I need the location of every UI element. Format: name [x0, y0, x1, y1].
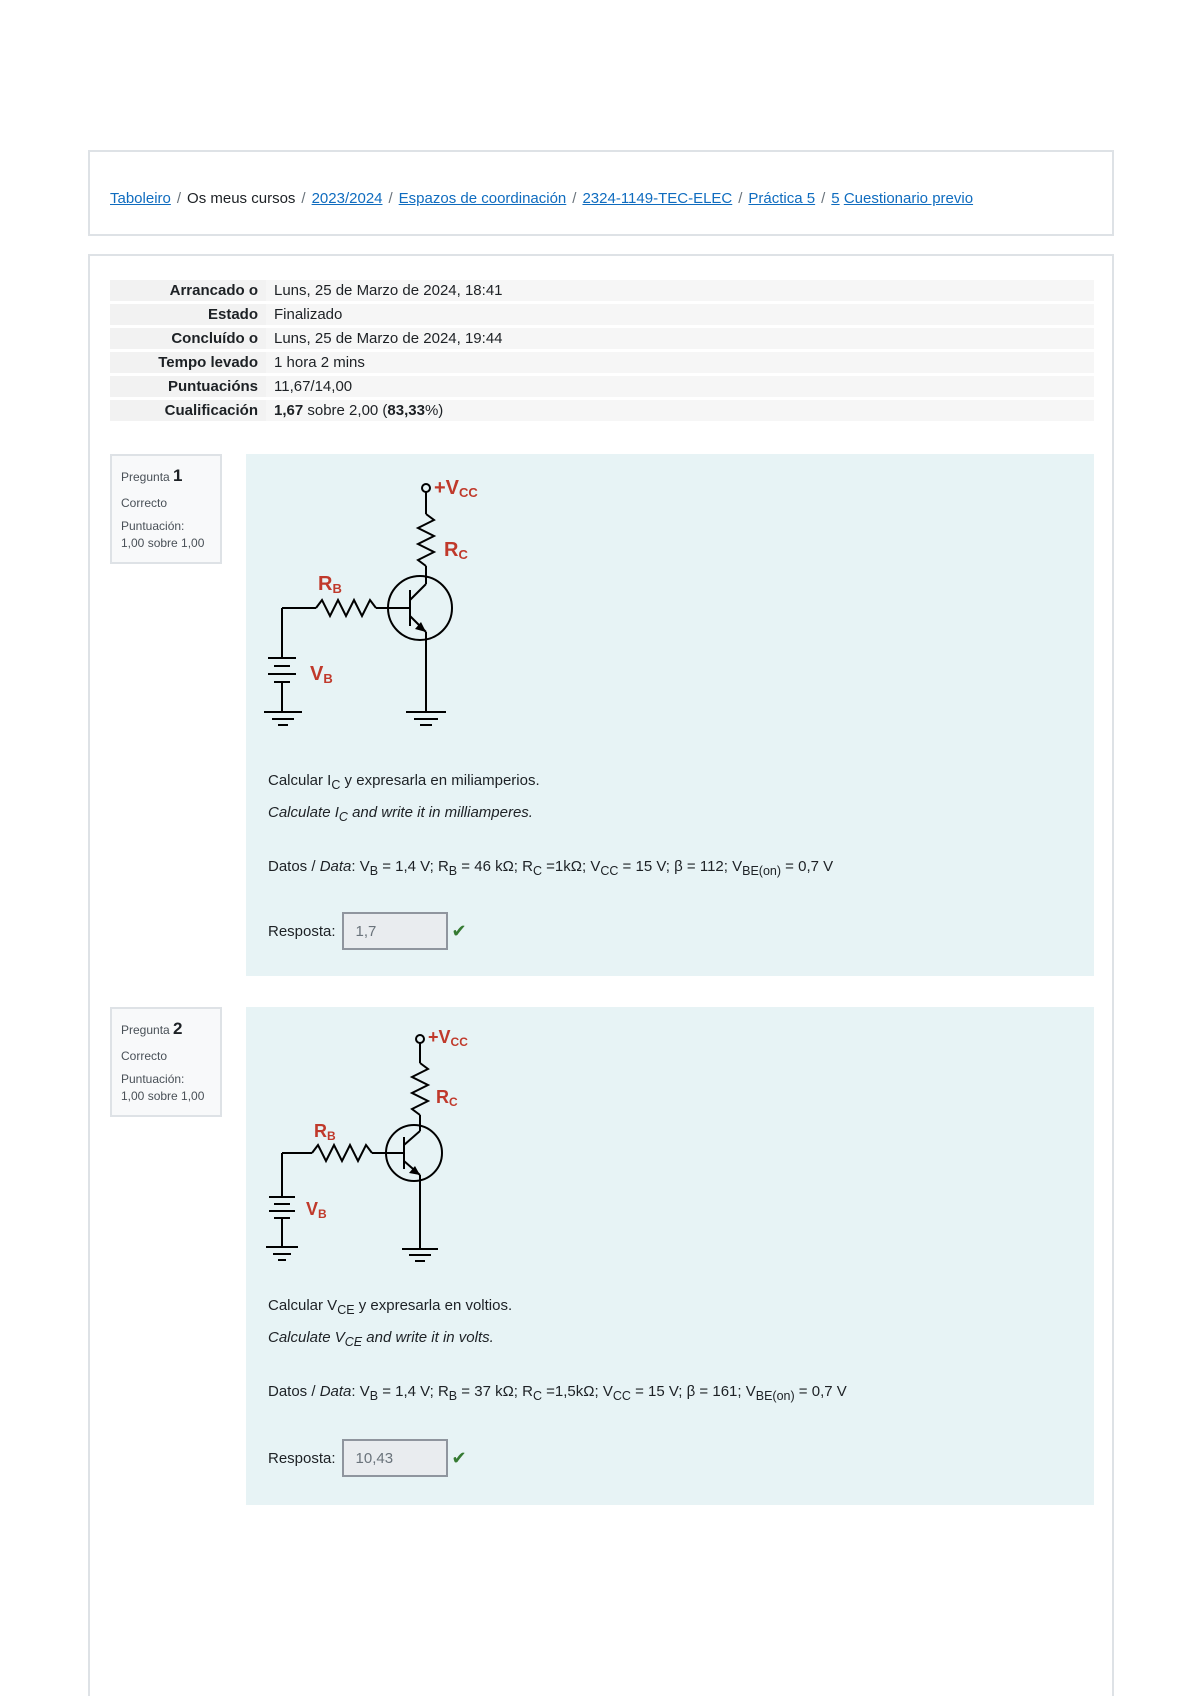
summary-label: Arrancado o — [110, 280, 266, 301]
grade-end: %) — [424, 402, 444, 419]
data-text: = 0,7 V — [794, 1383, 847, 1400]
rc-label: R — [436, 1087, 449, 1107]
text-sub: CE — [337, 1303, 355, 1317]
grade-percent: 83,33 — [387, 402, 425, 419]
breadcrumb-year[interactable]: 2023/2024 — [311, 190, 383, 207]
question-number: 2 — [173, 1019, 183, 1038]
breadcrumb-coordination[interactable]: Espazos de coordinación — [398, 190, 567, 207]
question-grade: 1,00 sobre 1,00 — [121, 536, 205, 551]
text-sub: CE — [344, 1335, 363, 1349]
question-text-en — [268, 1329, 847, 1349]
data-text: = 46 kΩ; R — [457, 858, 533, 875]
data-text: = 15 V; β = 112; V — [618, 858, 743, 875]
transistor-circuit-diagram — [264, 1027, 484, 1263]
summary-row — [110, 400, 1094, 421]
summary-label: Tempo levado — [110, 352, 266, 373]
data-text: =1kΩ; V — [542, 858, 601, 875]
text-part: and write it in milliamperes. — [347, 804, 533, 821]
check-icon: ✔ — [451, 920, 467, 941]
answer-input[interactable] — [342, 1439, 448, 1477]
summary-label: Estado — [110, 304, 266, 325]
data-subscript: C — [532, 1389, 542, 1403]
transistor-circuit-diagram — [264, 476, 504, 726]
vcc-sub: CC — [459, 485, 478, 500]
breadcrumb-separator: / — [821, 190, 826, 207]
data-text: = 15 V; β = 161; V — [630, 1383, 756, 1400]
vb-label: V — [306, 1199, 319, 1219]
data-subscript: B — [369, 1389, 379, 1403]
svg-text:RB — [314, 1121, 336, 1143]
grade-max: sobre 2,00 ( — [303, 402, 388, 419]
data-text: : V — [351, 1383, 370, 1400]
question-prefix: Pregunta — [121, 470, 170, 484]
vcc-label: +V — [434, 477, 460, 499]
text-part: Calcular I — [268, 772, 332, 789]
breadcrumb-separator: / — [572, 190, 577, 207]
question-content — [246, 1007, 1094, 1505]
breadcrumb — [110, 190, 973, 207]
vb-sub: B — [323, 671, 333, 686]
rb-label: R — [314, 1121, 327, 1141]
question-text-en — [268, 804, 833, 824]
answer-label: Resposta: — [268, 1449, 336, 1467]
vcc-label: +V — [428, 1027, 451, 1047]
data-subscript: BE(on) — [755, 1389, 795, 1403]
answer-label: Resposta: — [268, 922, 336, 940]
data-text: : V — [351, 858, 370, 875]
answer-row — [268, 912, 467, 950]
data-text: = 1,4 V; R — [378, 858, 449, 875]
vcc-sub: CC — [450, 1035, 468, 1049]
question-text — [268, 772, 833, 890]
rc-sub: C — [458, 547, 468, 562]
summary-value: Luns, 25 de Marzo de 2024, 18:41 — [266, 280, 1094, 301]
svg-text:+VCC — [434, 477, 478, 500]
summary-row — [110, 304, 1094, 325]
question-number-line — [121, 1017, 211, 1042]
data-subscript: CC — [612, 1389, 631, 1403]
svg-text:RC — [436, 1087, 458, 1109]
summary-value: Luns, 25 de Marzo de 2024, 19:44 — [266, 328, 1094, 349]
summary-row — [110, 280, 1094, 301]
summary-value: Finalizado — [266, 304, 1094, 325]
text-part: Calculate I — [268, 804, 339, 821]
breadcrumb-dashboard[interactable]: Taboleiro — [110, 190, 171, 207]
data-text: =1,5kΩ; V — [542, 1383, 613, 1400]
data-subscript: B — [448, 1389, 458, 1403]
question-grade-label: Puntuación: — [121, 519, 185, 534]
answer-row — [268, 1439, 467, 1477]
answer-input[interactable] — [342, 912, 448, 950]
data-subscript: BE(on) — [742, 864, 782, 878]
breadcrumb-section[interactable]: 5 — [831, 190, 840, 207]
text-sub: C — [331, 778, 341, 792]
data-label: Datos / — [268, 1383, 320, 1400]
breadcrumb-separator: / — [176, 190, 182, 207]
data-label-italic: Data — [319, 858, 352, 875]
text-part: y expresarla en voltios. — [354, 1297, 513, 1314]
summary-row — [110, 376, 1094, 397]
question-text-es — [268, 772, 833, 792]
text-part: and write it in volts. — [362, 1329, 494, 1346]
rb-sub: B — [327, 1129, 336, 1143]
data-text: = 1,4 V; R — [378, 1383, 449, 1400]
data-text: = 37 kΩ; R — [457, 1383, 533, 1400]
text-part: Calculate V — [268, 1329, 345, 1346]
rb-label: R — [318, 573, 333, 595]
data-subscript: CC — [600, 864, 619, 878]
svg-text:+VCC — [428, 1027, 468, 1049]
data-values — [351, 1383, 847, 1403]
breadcrumb-separator: / — [388, 190, 393, 207]
breadcrumb-practice[interactable]: Práctica 5 — [748, 190, 816, 207]
grade-score: 1,67 — [274, 402, 304, 419]
question-text-es — [268, 1297, 847, 1317]
question-grade: 1,00 sobre 1,00 — [121, 1089, 205, 1104]
breadcrumb-separator: / — [738, 190, 743, 207]
attempt-summary-table — [110, 277, 1094, 424]
summary-value: 1 hora 2 mins — [266, 352, 1094, 373]
summary-value: 11,67/14,00 — [266, 376, 1094, 397]
question-info — [110, 454, 222, 564]
question-state: Correcto — [121, 495, 168, 510]
summary-label: Cualificación — [110, 400, 266, 421]
check-icon: ✔ — [451, 1447, 467, 1468]
breadcrumb-my-courses: Os meus cursos — [187, 190, 296, 207]
svg-text:RB — [318, 573, 342, 596]
summary-value-grade — [266, 400, 1094, 421]
rc-sub: C — [449, 1095, 458, 1109]
text-part: y expresarla en miliamperios. — [340, 772, 540, 789]
question-prefix: Pregunta — [121, 1023, 170, 1037]
svg-text:RC — [444, 539, 468, 562]
data-values — [351, 858, 834, 878]
question-text — [268, 1297, 847, 1415]
data-subscript: B — [369, 864, 379, 878]
question-number-line — [121, 464, 211, 489]
data-subscript: C — [532, 864, 542, 878]
question-data — [268, 1383, 847, 1403]
summary-label: Concluído o — [110, 328, 266, 349]
data-label: Datos / — [268, 858, 320, 875]
text-sub: C — [338, 810, 348, 824]
data-subscript: B — [448, 864, 458, 878]
svg-text:VB — [306, 1199, 327, 1221]
question-data — [268, 858, 833, 878]
breadcrumb-separator: / — [301, 190, 306, 207]
text-part: Calcular V — [268, 1297, 338, 1314]
summary-label: Puntuacións — [110, 376, 266, 397]
question-info — [110, 1007, 222, 1117]
svg-text:VB — [310, 663, 333, 686]
question-state: Correcto — [121, 1048, 168, 1063]
question-grade-label: Puntuación: — [121, 1072, 185, 1087]
vb-sub: B — [318, 1207, 327, 1221]
question-content — [246, 454, 1094, 976]
summary-row — [110, 328, 1094, 349]
breadcrumb-course[interactable]: 2324-1149-TEC-ELEC — [582, 190, 733, 207]
vb-label: V — [310, 663, 324, 685]
breadcrumb-quiz[interactable]: Cuestionario previo — [843, 190, 974, 207]
data-label-italic: Data — [319, 1383, 352, 1400]
question-number: 1 — [173, 466, 183, 485]
summary-row — [110, 352, 1094, 373]
data-text: = 0,7 V — [781, 858, 834, 875]
rc-label: R — [444, 539, 459, 561]
rb-sub: B — [332, 581, 342, 596]
breadcrumb-container — [88, 150, 1114, 236]
